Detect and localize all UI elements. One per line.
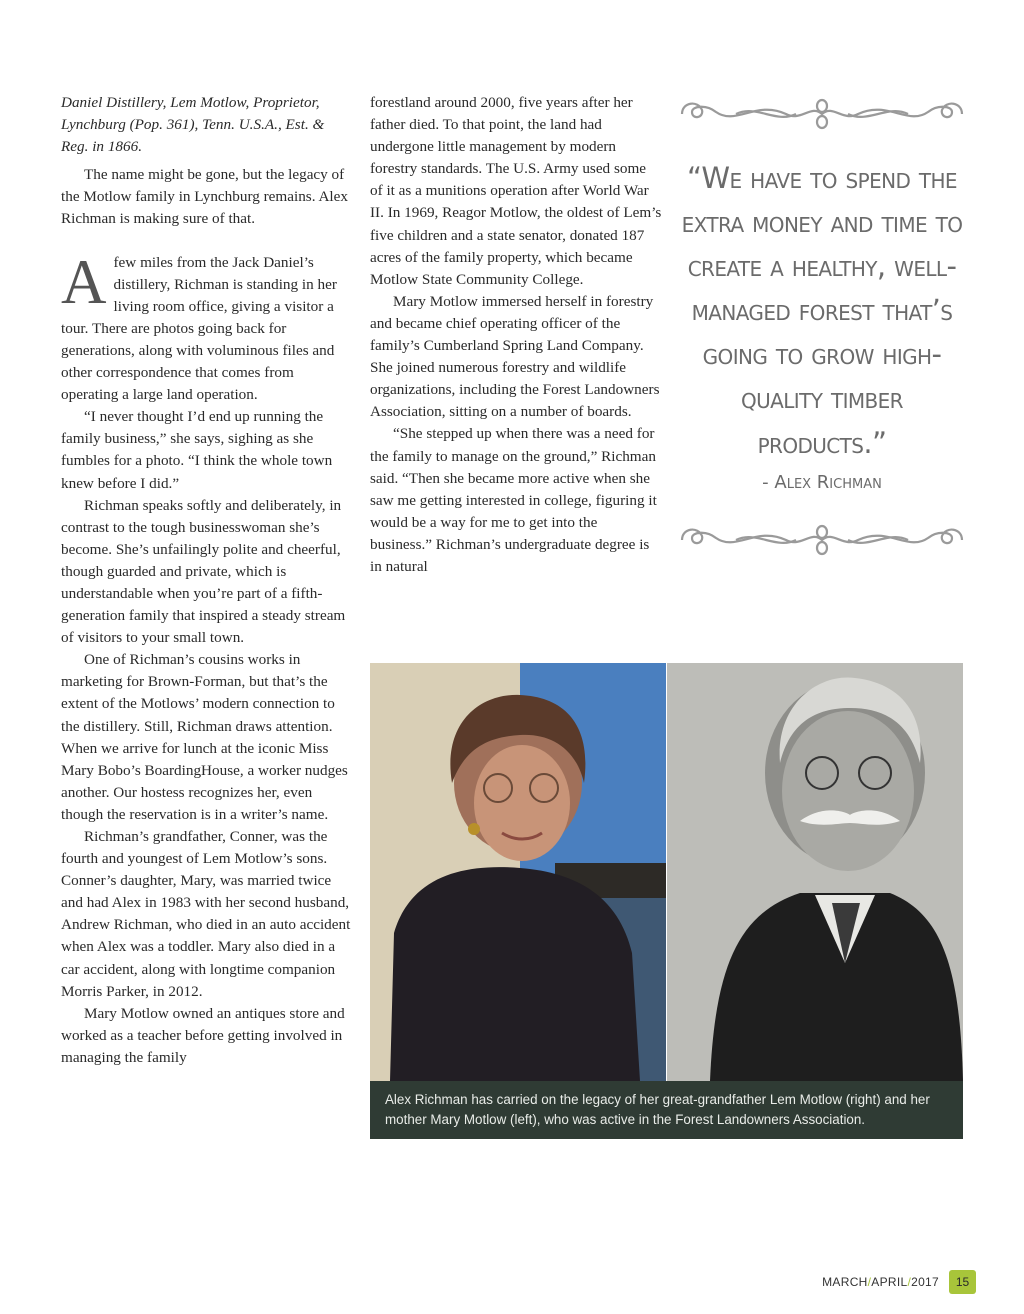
paragraph-antiques: Mary Motlow owned an antiques store and worked as a teacher before getting involved in managing the family — [61, 1004, 345, 1066]
intro-italic-text: Daniel Distillery, Lem Motlow, Proprietor, Lynchburg (Pop. 361), Tenn. U.S.A., Est. & Reg. in 1866. — [61, 94, 325, 156]
photo-caption-box — [370, 1081, 963, 1139]
paragraph-forestland: forestland around 2000, five years after her father died. To that point, the land had undergone little management by modern forestry standards. The U.S. Army used some of it as a munitions operation after World War II. In 1969, Reagor Motlow, the oldest of Lem’s five children and a state senator, donated 187 acres of the family property, which became Motlow State Community College. — [370, 94, 662, 288]
flourish-ornament-top-icon — [676, 92, 968, 136]
paragraph-grandfather: Richman’s grandfather, Conner, was the fourth and youngest of Lem Motlow’s sons. Conner’s daughter, Mary, was married twice and had Alex in 1983 with her second husband, Andrew Richman, who died in an auto accident when Alex was a toddler. Mary also died in a car accident, along with longtime companion Morris Parker, in 2012. — [61, 828, 351, 1000]
photo-collage — [370, 663, 963, 1139]
pull-quote-text: “We have to spend the extra money and time to create a healthy, well-managed forest that’s going to grow high-quality timber products.” — [681, 161, 963, 460]
pull-quote — [676, 92, 968, 562]
photo-caption: Alex Richman has carried on the legacy of her great-grandfather Lem Motlow (right) and her mother Mary Motlow (left), who was active in the Forest Landowners Association. — [385, 1092, 930, 1127]
article-column-1 — [61, 92, 353, 1069]
page-number: 15 — [949, 1270, 976, 1294]
issue-date — [822, 1275, 939, 1289]
issue-month-1: MARCH — [822, 1275, 868, 1289]
paragraph-dropcap-text: few miles from the Jack Daniel’s distillery, Richman is standing in her living room office, giving a visitor a tour. There are photos going back for generations, along with voluminous files and other correspondence that comes from operating a large land operation. — [61, 253, 337, 404]
issue-year: 2017 — [911, 1275, 939, 1289]
pull-quote-attribution: - Alex Richman — [762, 472, 882, 493]
paragraph-stepped-up: “She stepped up when there was a need for the family to manage on the ground,” Richman said. “Then she became more active when she saw me getting interested in college, figuring it would be a way for me to get into the business.” Richman’s undergraduate degree is in natural — [370, 425, 657, 575]
drop-cap: A — [61, 246, 107, 317]
issue-slash-1: / — [867, 1275, 872, 1289]
article-column-2 — [370, 92, 662, 578]
paragraph-cousins: One of Richman’s cousins works in marketing for Brown-Forman, but that’s the extent of the Motlows’ modern connection to the distillery. Still, Richman draws attention. When we arrive for lunch at the iconic Miss Mary Bobo’s BoardingHouse, a worker nudges another. Our hostess recognizes her, even though the reservation is in a writer’s name. — [61, 651, 348, 823]
paragraph-legacy: The name might be gone, but the legacy of the Motlow family in Lynchburg remains. Alex Richman is making sure of that. — [61, 166, 348, 228]
paragraph-dropcap — [61, 246, 353, 407]
issue-month-2: APRIL — [871, 1275, 908, 1289]
paragraph-speaks-softly: Richman speaks softly and deliberately, in contrast to the tough businesswoman she’s become. She’s unfailingly polite and cheerful, though guarded and private, which is understandable when you’re part of a fifth-generation family that inspired a steady stream of visitors to your small town. — [61, 496, 346, 647]
photo-image — [370, 663, 963, 1081]
page-footer — [822, 1271, 976, 1293]
paragraph-immersed: Mary Motlow immersed herself in forestry and became chief operating officer of the family’s Cumberland Spring Land Company. She joined numerous forestry and wildlife organizations, including the Forest Landowners Association, sitting on a number of boards. — [370, 292, 660, 421]
flourish-ornament-bottom-icon — [676, 518, 968, 562]
paragraph-never-thought: “I never thought I’d end up running the family business,” she says, sighing as she fumbles for a photo. “I think the whole town knew before I did.” — [61, 408, 333, 492]
issue-slash-2: / — [907, 1275, 912, 1289]
